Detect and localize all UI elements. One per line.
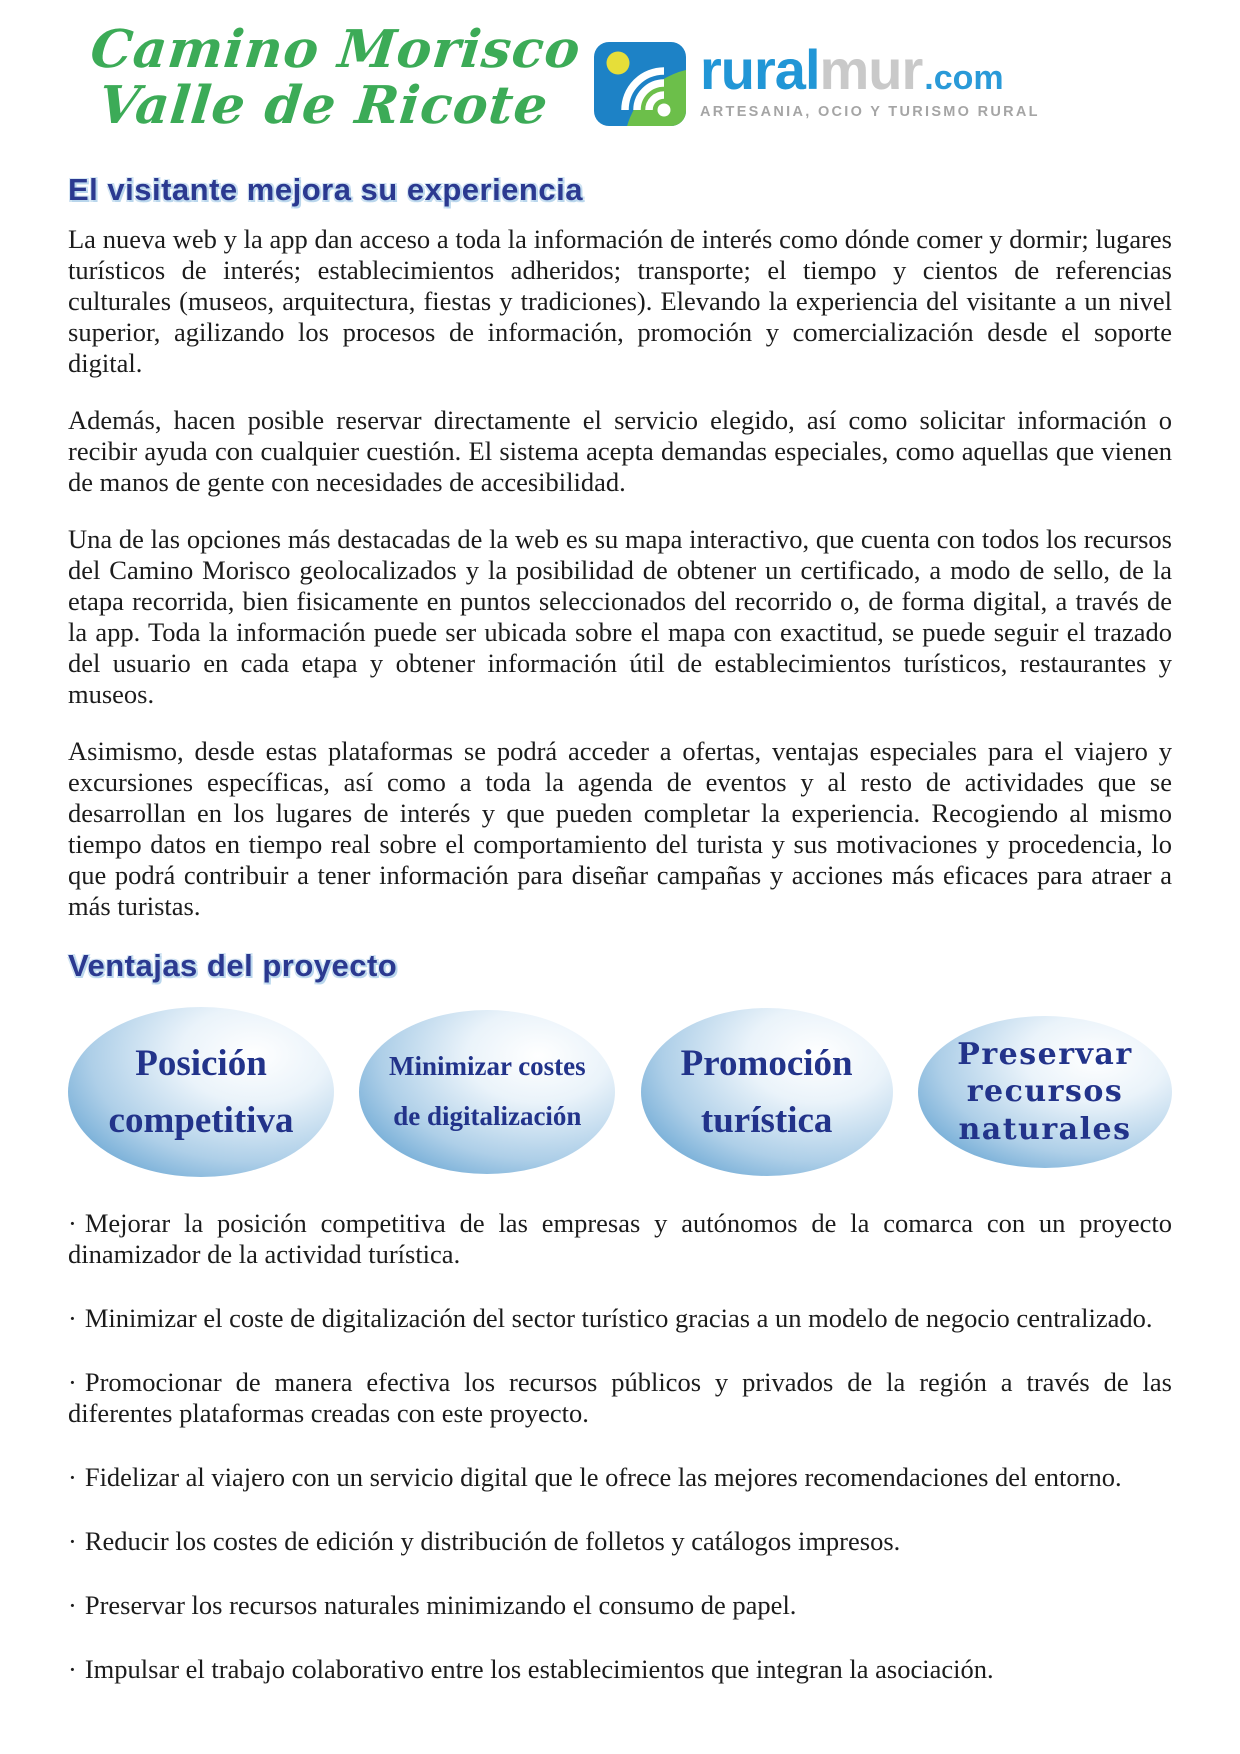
sun-icon <box>607 52 630 75</box>
bullet-text: Mejorar la posición competitiva de las empresas y autónomos de la comarca con un proyecto dinamizador de la actividad turística. <box>68 1208 1172 1269</box>
ruralmur-app-icon <box>594 42 686 126</box>
wordmark-mur: mur <box>819 38 923 101</box>
bullet-marker: · <box>68 1367 77 1397</box>
bubble-line: de digitalización <box>393 1101 582 1131</box>
brand-line-2: Valle de Ricote <box>95 75 552 137</box>
bullet-marker: · <box>68 1526 77 1556</box>
bullet-marker: · <box>68 1303 77 1333</box>
bullet-mejorar-posicion <box>68 1208 1172 1270</box>
wifi-dot <box>658 104 671 117</box>
bullet-reducir-costes <box>68 1526 1172 1557</box>
bubble-line: naturales <box>958 1111 1132 1147</box>
paragraph-web-app: La nueva web y la app dan acceso a toda la información de interés como dónde comer y dormir; lugares turísticos de interés; establecimientos adheridos; transporte; el tiempo y cientos de referencias culturales (museos, arquitectura, fiestas y tradiciones). Elevando la experiencia del visitante a un nivel superior, agilizando los procesos de información, promoción y comercialización desde el soporte digital. <box>68 224 1172 378</box>
bubble-posicion-competitiva <box>68 1007 334 1177</box>
bubble-line: Minimizar costes <box>388 1051 586 1082</box>
page-header <box>0 0 1240 158</box>
wordmark-rural: rural <box>700 38 820 101</box>
camino-morisco-logo <box>82 19 584 137</box>
ruralmur-logo <box>594 38 1040 126</box>
bullet-text: Promocionar de manera efectiva los recursos públicos y privados de la región a través de las diferentes plataformas creadas con este proyecto. <box>68 1367 1172 1428</box>
advantages-section-title: Ventajas del proyecto <box>68 948 398 983</box>
bubble-preservar-recursos <box>918 1016 1172 1168</box>
visitor-section-title: El visitante mejora su experiencia <box>68 172 583 207</box>
bullet-marker: · <box>68 1208 77 1238</box>
wordmark-com: .com <box>924 59 1004 97</box>
page-content <box>0 172 1240 1685</box>
bullet-text: Minimizar el coste de digitalización del sector turístico gracias a un modelo de negocio centralizado. <box>84 1303 1153 1333</box>
bullet-text: Preservar los recursos naturales minimizando el consumo de papel. <box>84 1590 797 1620</box>
ruralmur-wordmark <box>700 38 1040 120</box>
bubble-line: recursos <box>966 1074 1124 1110</box>
bullet-impulsar-colaboracion <box>68 1654 1172 1685</box>
ruralmur-tagline: ARTESANIA, OCIO Y TURISMO RURAL <box>700 104 1040 120</box>
bullet-promocionar <box>68 1367 1172 1429</box>
advantages-bubbles <box>68 1006 1172 1178</box>
paragraph-reservas: Además, hacen posible reservar directamente el servicio elegido, así como solicitar información o recibir ayuda con cualquier cuestión. El sistema acepta demandas especiales, como aquellas que vienen de manos de gente con necesidades de accesibilidad. <box>68 405 1172 497</box>
bullet-text: Fidelizar al viajero con un servicio digital que le ofrece las mejores recomendaciones del entorno. <box>84 1462 1122 1492</box>
paragraph-ofertas-datos: Asimismo, desde estas plataformas se podrá acceder a ofertas, ventajas especiales para el viajero y excursiones específicas, así como a toda la agenda de eventos y al resto de actividades que se desarrollan en los lugares de interés y que pueden completar la experiencia. Recogiendo al mismo tiempo datos en tiempo real sobre el comportamiento del turista y sus motivaciones y procedencia, lo que podrá contribuir a tener información para diseñar campañas y acciones más eficaces para atraer a más turistas. <box>68 736 1172 921</box>
bubble-line: turística <box>700 1100 833 1141</box>
bubble-minimizar-costes <box>359 1010 615 1174</box>
brand-line-1: Camino Morisco <box>87 19 584 80</box>
bullet-text: Reducir los costes de edición y distribución de folletos y catálogos impresos. <box>84 1526 901 1556</box>
bullet-minimizar-coste <box>68 1303 1172 1334</box>
bubble-line: Posición <box>135 1042 267 1084</box>
advantages-bullet-list <box>68 1208 1172 1685</box>
bullet-text: Impulsar el trabajo colaborativo entre los establecimientos que integran la asociación. <box>84 1654 994 1684</box>
bullet-marker: · <box>68 1590 77 1620</box>
bullet-marker: · <box>68 1654 77 1684</box>
bubble-line: Promoción <box>680 1042 853 1084</box>
paragraph-mapa-interactivo: Una de las opciones más destacadas de la web es su mapa interactivo, que cuenta con todos los recursos del Camino Morisco geolocalizados y la posibilidad de obtener un certificado, a modo de sello, de la etapa recorrida, bien fisicamente en puntos seleccionados del recorrido o, de forma digital, a través de la app. Toda la información puede ser ubicada sobre el mapa con exactitud, se puede seguir el trazado del usuario en cada etapa y obtener información útil de establecimientos turísticos, restaurantes y museos. <box>68 524 1172 709</box>
bullet-marker: · <box>68 1462 77 1492</box>
bubble-promocion-turistica <box>641 1008 893 1176</box>
bubble-line: competitiva <box>108 1100 294 1141</box>
bullet-fidelizar <box>68 1462 1172 1493</box>
bubble-line: Preservar <box>957 1036 1133 1072</box>
bullet-preservar-recursos <box>68 1590 1172 1621</box>
